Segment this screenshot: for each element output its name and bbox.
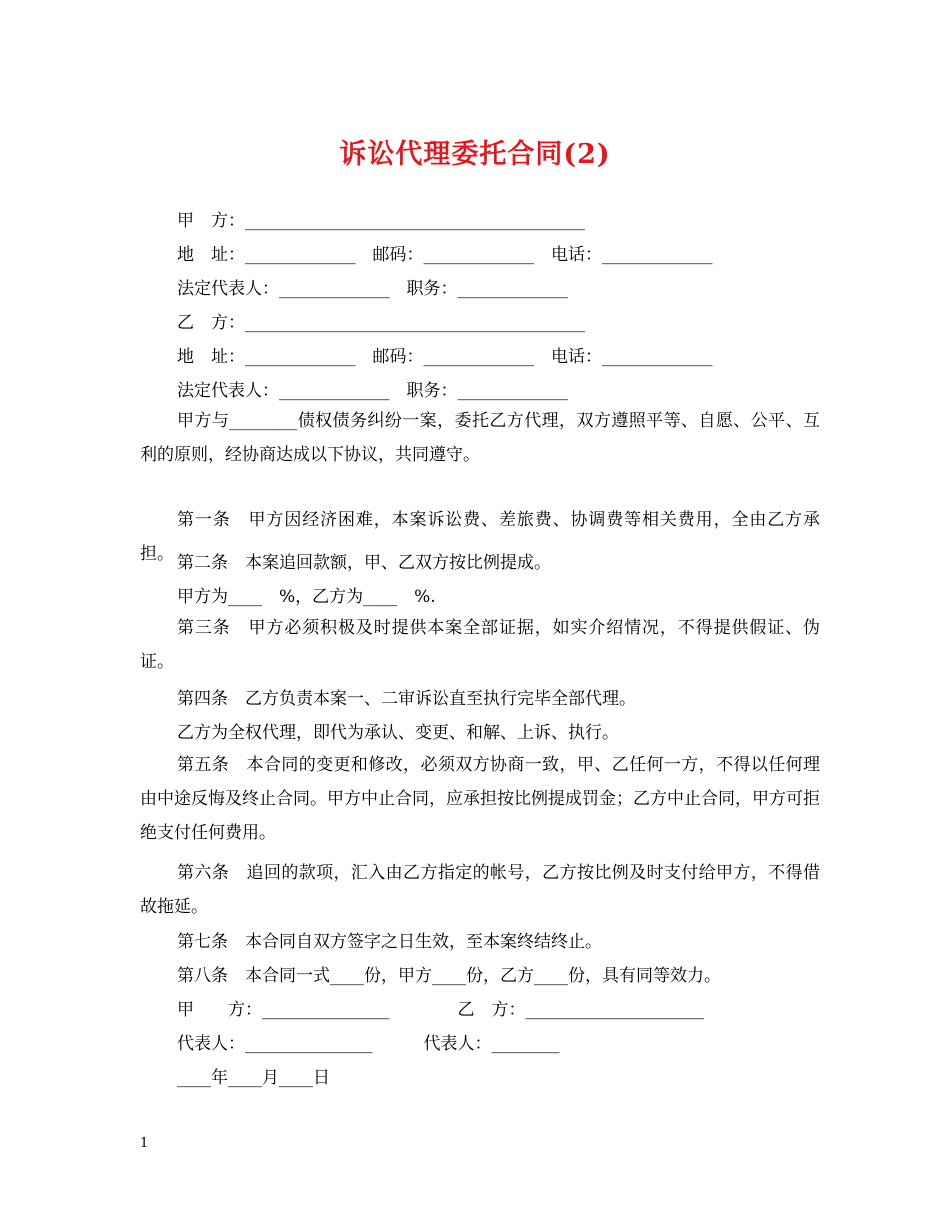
date-line: ____年____月____日 (177, 1068, 330, 1088)
article-4: 第四条 乙方负责本案一、二审诉讼直至执行完毕全部代理。 (177, 689, 636, 709)
address-line-b: 地 址：_____________ 邮码：_____________ 电话：_____________ (177, 347, 713, 367)
article-6: 第六条 追回的款项，汇入由乙方指定的帐号，乙方按比例及时支付给甲方，不得借故拖延。 (140, 863, 820, 917)
article-1: 第一条 甲方因经济困难，本案诉讼费、差旅费、协调费等相关费用，全由乙方承担。 (140, 510, 820, 564)
intro-paragraph: 甲方与________债权债务纠纷一案，委托乙方代理，双方遵照平等、自愿、公平、互利的原则，经协商达成以下协议，共同遵守。 (140, 411, 820, 465)
article-7: 第七条 本合同自双方签字之日生效，至本案终结终止。 (177, 932, 602, 952)
article-4-detail: 乙方为全权代理，即代为承认、变更、和解、上诉、执行。 (177, 723, 619, 743)
signature-line: 甲 方：_______________ 乙 方：_____________________ (177, 1000, 704, 1020)
representative-signature-line: 代表人：_______________ 代表人：________ (177, 1034, 560, 1054)
address-line-a: 地 址：_____________ 邮码：_____________ 电话：_____________ (177, 245, 713, 265)
party-a-line: 甲 方：________________________________________ (177, 211, 585, 231)
representative-line-a: 法定代表人：_____________ 职务：_____________ (177, 279, 568, 299)
article-2: 第二条 本案追回款额，甲、乙双方按比例提成。 (177, 553, 551, 573)
article-5: 第五条 本合同的变更和修改，必须双方协商一致，甲、乙任何一方，不得以任何理由中途反悔及终止合同。甲方中止合同，应承担按比例提成罚金；乙方中止合同，甲方可拒绝支付任何费用。 (140, 755, 820, 843)
page-number: 1 (140, 1136, 149, 1151)
representative-line-b: 法定代表人：_____________ 职务：_____________ (177, 381, 568, 401)
article-2-ratio: 甲方为____ %，乙方为____ %. (177, 587, 436, 607)
article-3: 第三条 甲方必须积极及时提供本案全部证据，如实介绍情况，不得提供假证、伪证。 (140, 618, 820, 672)
document-title: 诉讼代理委托合同(2) (339, 139, 611, 170)
party-b-line: 乙 方：________________________________________ (177, 313, 585, 333)
article-8: 第八条 本合同一式____份，甲方____份，乙方____份，具有同等效力。 (177, 966, 721, 986)
